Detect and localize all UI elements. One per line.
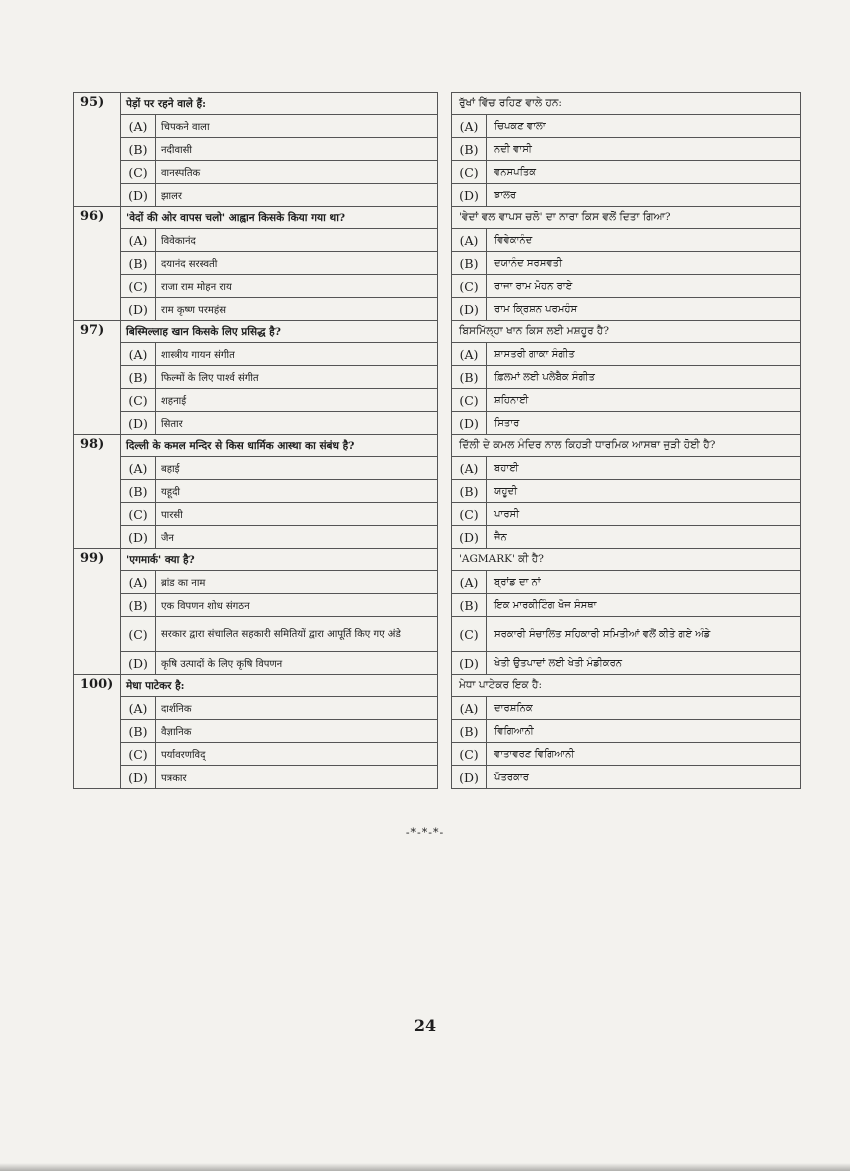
column-gap bbox=[438, 93, 452, 207]
option-row bbox=[74, 298, 801, 321]
hindi-question: पेड़ों पर रहने वाले हैं: bbox=[121, 93, 438, 115]
punjabi-question: ਬਿਸਮਿੱਲ੍ਹਾ ਖਾਨ ਕਿਸ ਲਈ ਮਸ਼ਹੂਰ ਹੈ? bbox=[452, 321, 801, 343]
column-gap bbox=[438, 435, 452, 549]
punjabi-option-label: (B) bbox=[452, 594, 487, 617]
option-row bbox=[74, 115, 801, 138]
option-row bbox=[74, 412, 801, 435]
hindi-option-text: दयानंद सरस्वती bbox=[156, 252, 438, 275]
punjabi-question: ਦਿੱਲੀ ਦੇ ਕਮਲ ਮੰਦਿਰ ਨਾਲ ਕਿਹੜੀ ਧਾਰਮਿਕ ਆਸਥਾ ਜੁੜੀ ਹੋਈ ਹੈ? bbox=[452, 435, 801, 457]
option-row bbox=[74, 229, 801, 252]
question-row bbox=[74, 321, 801, 343]
punjabi-option-text: ਬ੍ਰਾਂਡ ਦਾ ਨਾਂ bbox=[487, 571, 801, 594]
option-row bbox=[74, 766, 801, 789]
hindi-option-text: फिल्मों के लिए पार्श्व संगीत bbox=[156, 366, 438, 389]
hindi-option-label: (C) bbox=[121, 275, 156, 298]
question-number: 96) bbox=[74, 207, 121, 321]
hindi-option-label: (B) bbox=[121, 720, 156, 743]
hindi-option-text: शहनाई bbox=[156, 389, 438, 412]
option-row bbox=[74, 389, 801, 412]
option-row bbox=[74, 138, 801, 161]
option-row bbox=[74, 617, 801, 652]
hindi-option-label: (D) bbox=[121, 652, 156, 675]
hindi-option-text: सरकार द्वारा संचालित सहकारी समितियों द्वारा आपूर्ति किए गए अंडे bbox=[156, 617, 438, 652]
hindi-option-label: (A) bbox=[121, 115, 156, 138]
hindi-option-text: पर्यावरणविद् bbox=[156, 743, 438, 766]
option-row bbox=[74, 526, 801, 549]
punjabi-option-text: ਖੇਤੀ ਉਤਪਾਦਾਂ ਲਈ ਖੇਤੀ ਮੰਡੀਕਰਨ bbox=[487, 652, 801, 675]
punjabi-option-label: (D) bbox=[452, 766, 487, 789]
hindi-option-text: राम कृष्ण परमहंस bbox=[156, 298, 438, 321]
punjabi-option-label: (B) bbox=[452, 720, 487, 743]
question-table-body bbox=[74, 93, 801, 789]
punjabi-option-text: ਪੱਤਰਕਾਰ bbox=[487, 766, 801, 789]
hindi-question: मेधा पाटेकर है: bbox=[121, 675, 438, 697]
hindi-option-text: शास्त्रीय गायन संगीत bbox=[156, 343, 438, 366]
punjabi-option-text: ਵਿਵੇਕਾਨੰਦ bbox=[487, 229, 801, 252]
hindi-option-label: (C) bbox=[121, 617, 156, 652]
hindi-option-label: (C) bbox=[121, 503, 156, 526]
hindi-option-label: (D) bbox=[121, 766, 156, 789]
question-number: 99) bbox=[74, 549, 121, 675]
question-row bbox=[74, 93, 801, 115]
hindi-option-label: (D) bbox=[121, 412, 156, 435]
punjabi-option-label: (C) bbox=[452, 743, 487, 766]
punjabi-option-label: (D) bbox=[452, 652, 487, 675]
hindi-option-label: (D) bbox=[121, 298, 156, 321]
hindi-option-label: (B) bbox=[121, 138, 156, 161]
punjabi-option-text: ਵਨਸਪਤਿਕ bbox=[487, 161, 801, 184]
hindi-option-text: झालर bbox=[156, 184, 438, 207]
hindi-option-text: पारसी bbox=[156, 503, 438, 526]
punjabi-option-text: ਇਕ ਮਾਰਕੀਟਿੰਗ ਖੋਜ ਸੰਸਥਾ bbox=[487, 594, 801, 617]
option-row bbox=[74, 652, 801, 675]
question-number: 100) bbox=[74, 675, 121, 789]
punjabi-option-label: (B) bbox=[452, 138, 487, 161]
hindi-option-label: (B) bbox=[121, 252, 156, 275]
punjabi-option-label: (A) bbox=[452, 457, 487, 480]
hindi-option-text: चिपकने वाला bbox=[156, 115, 438, 138]
punjabi-option-label: (C) bbox=[452, 161, 487, 184]
question-table bbox=[73, 92, 801, 789]
hindi-option-text: विवेकानंद bbox=[156, 229, 438, 252]
hindi-option-label: (C) bbox=[121, 743, 156, 766]
question-number: 95) bbox=[74, 93, 121, 207]
punjabi-option-text: ਨਦੀ ਵਾਸੀ bbox=[487, 138, 801, 161]
punjabi-option-text: ਝਾਲਰ bbox=[487, 184, 801, 207]
hindi-option-text: पत्रकार bbox=[156, 766, 438, 789]
punjabi-option-text: ਰਾਜਾ ਰਾਮ ਮੋਹਨ ਰਾਏ bbox=[487, 275, 801, 298]
hindi-question: बिस्मिल्लाह खान किसके लिए प्रसिद्ध है? bbox=[121, 321, 438, 343]
option-row bbox=[74, 252, 801, 275]
hindi-option-label: (D) bbox=[121, 526, 156, 549]
hindi-option-text: वानस्पतिक bbox=[156, 161, 438, 184]
hindi-option-label: (B) bbox=[121, 480, 156, 503]
column-gap bbox=[438, 549, 452, 675]
punjabi-option-label: (A) bbox=[452, 115, 487, 138]
hindi-option-text: एक विपणन शोध संगठन bbox=[156, 594, 438, 617]
punjabi-option-label: (C) bbox=[452, 503, 487, 526]
punjabi-option-label: (D) bbox=[452, 184, 487, 207]
question-row bbox=[74, 675, 801, 697]
punjabi-option-text: ਦਾਰਸ਼ਨਿਕ bbox=[487, 697, 801, 720]
option-row bbox=[74, 343, 801, 366]
punjabi-option-label: (D) bbox=[452, 298, 487, 321]
hindi-question: 'वेदों की ओर वापस चलो' आह्वान किसके किया गया था? bbox=[121, 207, 438, 229]
punjabi-question: 'ਵੇਦਾਂ ਵਲ ਵਾਪਸ ਚਲੋ' ਦਾ ਨਾਰਾ ਕਿਸ ਵਲੋਂ ਦਿਤਾ ਗਿਆ? bbox=[452, 207, 801, 229]
hindi-option-text: जैन bbox=[156, 526, 438, 549]
punjabi-option-label: (B) bbox=[452, 252, 487, 275]
hindi-option-label: (C) bbox=[121, 161, 156, 184]
punjabi-option-text: ਫ਼ਿਲਮਾਂ ਲਈ ਪਲੇਬੈਕ ਸੰਗੀਤ bbox=[487, 366, 801, 389]
punjabi-option-label: (A) bbox=[452, 343, 487, 366]
punjabi-option-text: ਸ਼ਾਸਤਰੀ ਗਾਕਾ ਸੰਗੀਤ bbox=[487, 343, 801, 366]
question-number: 97) bbox=[74, 321, 121, 435]
option-row bbox=[74, 161, 801, 184]
question-row bbox=[74, 207, 801, 229]
hindi-option-text: राजा राम मोहन राय bbox=[156, 275, 438, 298]
punjabi-option-label: (B) bbox=[452, 366, 487, 389]
punjabi-option-text: ਦਯਾਨੰਦ ਸਰਸਵਤੀ bbox=[487, 252, 801, 275]
punjabi-option-text: ਪਾਰਸੀ bbox=[487, 503, 801, 526]
hindi-option-text: कृषि उत्पादों के लिए कृषि विपणन bbox=[156, 652, 438, 675]
punjabi-option-label: (A) bbox=[452, 229, 487, 252]
punjabi-option-text: ਰਾਮ ਕ੍ਰਿਸ਼ਨ ਪਰਮਹੰਸ bbox=[487, 298, 801, 321]
hindi-question: 'एगमार्क' क्या है? bbox=[121, 549, 438, 571]
hindi-option-text: बहाई bbox=[156, 457, 438, 480]
punjabi-question: ਮੇਧਾ ਪਾਟੇਕਰ ਇਕ ਹੈ: bbox=[452, 675, 801, 697]
option-row bbox=[74, 743, 801, 766]
punjabi-option-label: (C) bbox=[452, 275, 487, 298]
punjabi-option-label: (D) bbox=[452, 526, 487, 549]
hindi-question: दिल्ली के कमल मन्दिर से किस धार्मिक आस्था का संबंध है? bbox=[121, 435, 438, 457]
option-row bbox=[74, 480, 801, 503]
punjabi-option-label: (A) bbox=[452, 697, 487, 720]
punjabi-option-label: (A) bbox=[452, 571, 487, 594]
hindi-option-label: (C) bbox=[121, 389, 156, 412]
hindi-option-text: ब्रांड का नाम bbox=[156, 571, 438, 594]
column-gap bbox=[438, 207, 452, 321]
option-row bbox=[74, 594, 801, 617]
hindi-option-label: (A) bbox=[121, 697, 156, 720]
hindi-option-label: (A) bbox=[121, 229, 156, 252]
hindi-option-label: (A) bbox=[121, 457, 156, 480]
option-row bbox=[74, 275, 801, 298]
option-row bbox=[74, 457, 801, 480]
punjabi-option-text: ਸ਼ਹਿਨਾਈ bbox=[487, 389, 801, 412]
scan-edge-shadow bbox=[0, 1163, 850, 1171]
column-gap bbox=[438, 321, 452, 435]
question-row bbox=[74, 549, 801, 571]
end-marker: -*-*-*- bbox=[405, 826, 445, 839]
option-row bbox=[74, 366, 801, 389]
punjabi-option-text: ਯਹੂਦੀ bbox=[487, 480, 801, 503]
punjabi-option-text: ਸਿਤਾਰ bbox=[487, 412, 801, 435]
page-number: 24 bbox=[413, 1016, 437, 1035]
punjabi-option-label: (D) bbox=[452, 412, 487, 435]
punjabi-option-label: (C) bbox=[452, 617, 487, 652]
punjabi-option-label: (C) bbox=[452, 389, 487, 412]
option-row bbox=[74, 503, 801, 526]
punjabi-option-text: ਜੈਨ bbox=[487, 526, 801, 549]
hindi-option-text: यहूदी bbox=[156, 480, 438, 503]
option-row bbox=[74, 571, 801, 594]
option-row bbox=[74, 720, 801, 743]
hindi-option-label: (B) bbox=[121, 594, 156, 617]
question-row bbox=[74, 435, 801, 457]
punjabi-option-text: ਚਿਪਕਣ ਵਾਲਾ bbox=[487, 115, 801, 138]
hindi-option-text: दार्शनिक bbox=[156, 697, 438, 720]
hindi-option-text: नदीवासी bbox=[156, 138, 438, 161]
option-row bbox=[74, 184, 801, 207]
punjabi-option-text: ਸਰਕਾਰੀ ਸੰਚਾਲਿਤ ਸਹਿਕਾਰੀ ਸਮਿਤੀਆਂ ਵਲੋਂ ਕੀਤੇ ਗਏ ਅੰਡੇ bbox=[487, 617, 801, 652]
hindi-option-label: (B) bbox=[121, 366, 156, 389]
hindi-option-text: सितार bbox=[156, 412, 438, 435]
hindi-option-label: (A) bbox=[121, 343, 156, 366]
hindi-option-text: वैज्ञानिक bbox=[156, 720, 438, 743]
question-number: 98) bbox=[74, 435, 121, 549]
option-row bbox=[74, 697, 801, 720]
punjabi-option-text: ਵਾਤਾਵਰਣ ਵਿਗਿਆਨੀ bbox=[487, 743, 801, 766]
punjabi-question: ਰੁੱਖਾਂ ਵਿੱਚ ਰਹਿਣ ਵਾਲੇ ਹਨ: bbox=[452, 93, 801, 115]
column-gap bbox=[438, 675, 452, 789]
hindi-option-label: (A) bbox=[121, 571, 156, 594]
hindi-option-label: (D) bbox=[121, 184, 156, 207]
punjabi-option-text: ਵਿਗਿਆਨੀ bbox=[487, 720, 801, 743]
punjabi-option-text: ਬਹਾਈ bbox=[487, 457, 801, 480]
punjabi-option-label: (B) bbox=[452, 480, 487, 503]
punjabi-question: 'AGMARK' ਕੀ ਹੈ? bbox=[452, 549, 801, 571]
